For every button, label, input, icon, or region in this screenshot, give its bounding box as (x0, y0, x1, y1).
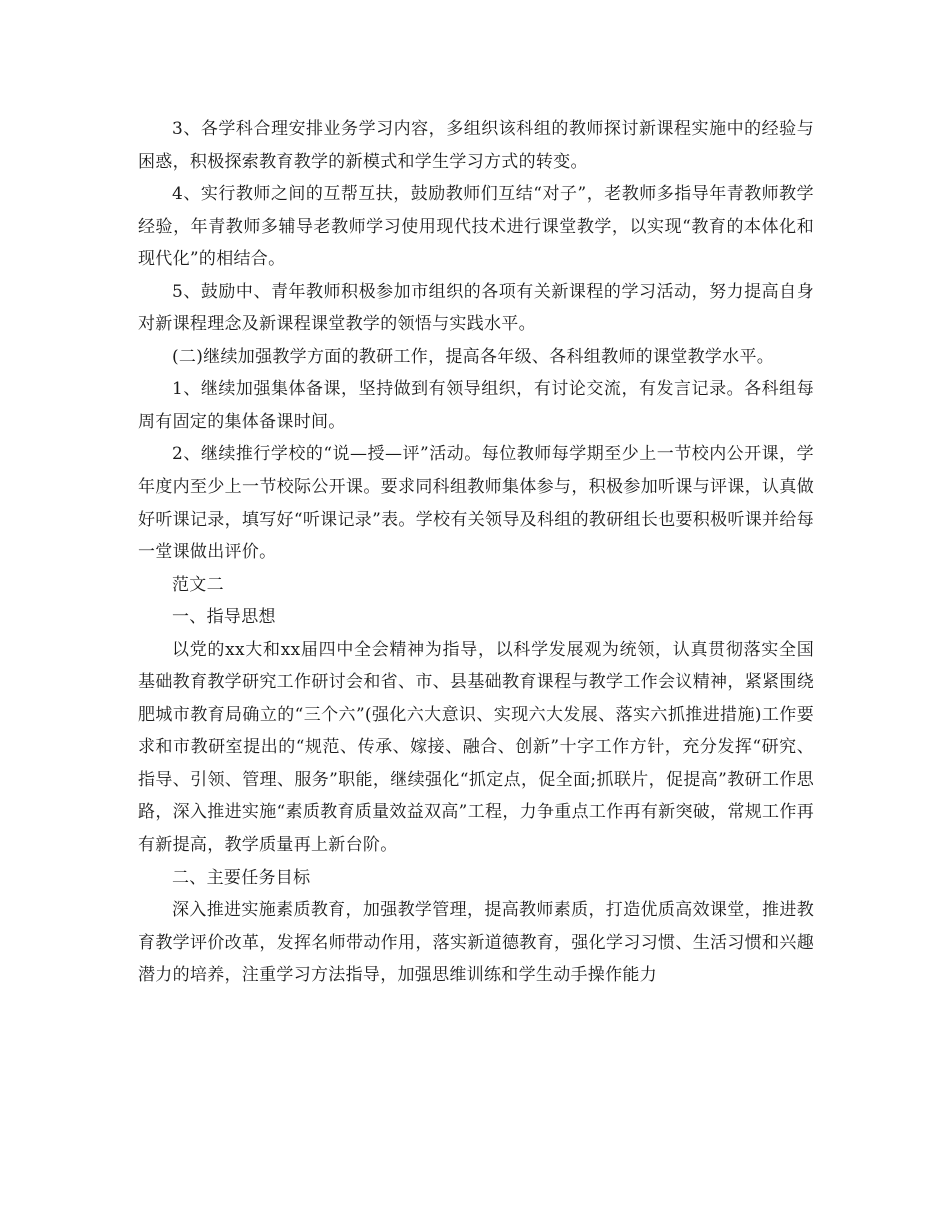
paragraph-item-3: 3、各学科合理安排业务学习内容，多组织该科组的教师探讨新课程实施中的经验与困惑，积极探索教育教学的新模式和学生学习方式的转变。 (138, 119, 814, 172)
paragraph-item-1: 1、继续加强集体备课，坚持做到有领导组织，有讨论交流，有发言记录。各科组每周有固定的集体备课时间。 (138, 379, 814, 432)
paragraph-guiding-ideology: 以党的xx大和xx届四中全会精神为指导，以科学发展观为统领，认真贯彻落实全国基础教育教学研究工作研讨会和省、市、县基础教育课程与教学工作会议精神，紧紧围绕肥城市教育局确立的“三个六”(强化六大意识、实现六大发展、落实六抓推进措施)工作要求和市教研室提出的“规范、传承、嫁接、融合、创新”十字工作方针，充分发挥“研究、指导、引领、管理、服务”职能，继续强化“抓定点，促全面;抓联片，促提高”教研工作思路，深入推进实施“素质教育质量效益双高”工程，力争重点工作再有新突破，常规工作再有新提高，教学质量再上新台阶。 (138, 639, 814, 856)
heading-main-tasks: 二、主要任务目标 (172, 867, 311, 888)
section-heading-two: (二)继续加强教学方面的教研工作，提高各年级、各科组教师的课堂教学水平。 (172, 346, 775, 367)
paragraph-main-tasks: 深入推进实施素质教育，加强教学管理，提高教师素质，打造优质高效课堂，推进教育教学评价改革，发挥名师带动作用，落实新道德教育，强化学习习惯、生活习惯和兴趣潜力的培养，注重学习方法指导，加强思维训练和学生动手操作能力 (138, 900, 814, 986)
paragraph-item-2: 2、继续推行学校的“说—授—评”活动。每位教师每学期至少上一节校内公开课，学年度内至少上一节校际公开课。要求同科组教师集体参与，积极参加听课与评课，认真做好听课记录，填写好“听课记录”表。学校有关领导及科组的教研组长也要积极听课并给每一堂课做出评价。 (138, 444, 814, 563)
heading-guiding-ideology: 一、指导思想 (172, 607, 276, 628)
document-page (138, 113, 814, 992)
paragraph-item-5: 5、鼓励中、青年教师积极参加市组织的各项有关新课程的学习活动，努力提高自身对新课程理念及新课程课堂教学的领悟与实践水平。 (138, 281, 814, 335)
sample-title: 范文二 (172, 574, 224, 595)
paragraph-item-4: 4、实行教师之间的互帮互扶，鼓励教师们互结“对子”，老教师多指导年青教师教学经验，年青教师多辅导老教师学习使用现代技术进行课堂教学，以实现“教育的本体化和现代化”的相结合。 (138, 184, 814, 270)
